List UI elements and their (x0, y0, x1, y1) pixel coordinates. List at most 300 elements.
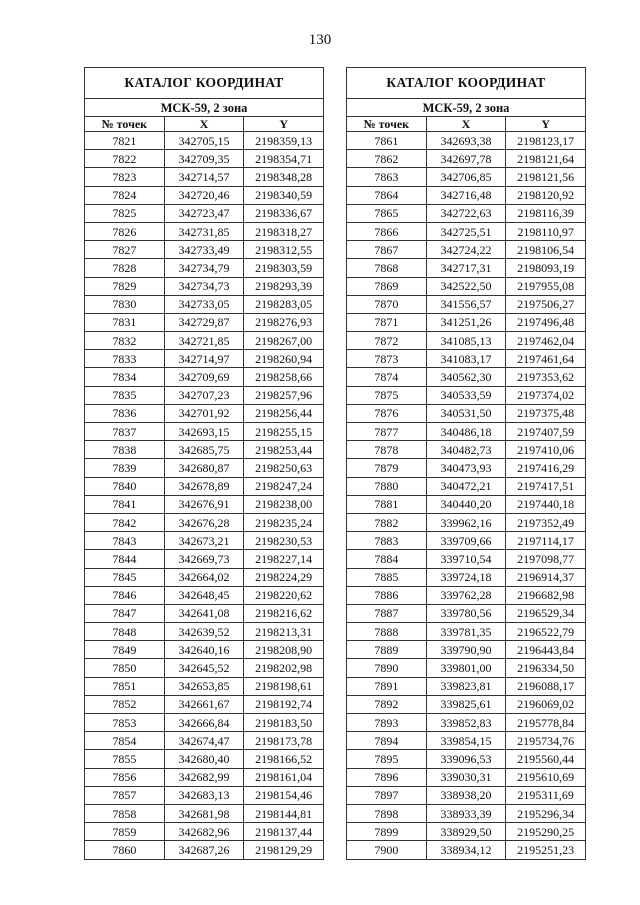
point-number-cell: 7844 (85, 550, 165, 568)
x-coordinate-cell: 342680,40 (164, 750, 244, 768)
coordinate-catalog-table-left (84, 67, 324, 860)
x-coordinate-cell: 340473,93 (426, 459, 506, 477)
table-row (347, 332, 586, 350)
table-row (347, 441, 586, 459)
y-coordinate-cell: 2198202,98 (244, 659, 324, 677)
point-number-cell: 7880 (347, 477, 427, 495)
table-row (347, 768, 586, 786)
point-number-cell: 7852 (85, 695, 165, 713)
point-number-cell: 7854 (85, 732, 165, 750)
y-coordinate-cell: 2198224,29 (244, 568, 324, 586)
table-row (85, 168, 324, 186)
point-number-cell: 7871 (347, 313, 427, 331)
y-coordinate-cell: 2198340,59 (244, 186, 324, 204)
y-coordinate-cell: 2198123,17 (506, 132, 586, 150)
y-coordinate-cell: 2197353,62 (506, 368, 586, 386)
y-coordinate-cell: 2196088,17 (506, 677, 586, 695)
point-number-cell: 7851 (85, 677, 165, 695)
point-number-cell: 7875 (347, 386, 427, 404)
column-header-x: X (164, 117, 244, 132)
y-coordinate-cell: 2198154,46 (244, 786, 324, 804)
table-row (85, 441, 324, 459)
y-coordinate-cell: 2198354,71 (244, 150, 324, 168)
point-number-cell: 7888 (347, 623, 427, 641)
point-number-cell: 7827 (85, 241, 165, 259)
y-coordinate-cell: 2195778,84 (506, 714, 586, 732)
point-number-cell: 7864 (347, 186, 427, 204)
y-coordinate-cell: 2198121,56 (506, 168, 586, 186)
x-coordinate-cell: 342706,85 (426, 168, 506, 186)
column-header-point-number: № точек (85, 117, 165, 132)
table-row (85, 623, 324, 641)
point-number-cell: 7834 (85, 368, 165, 386)
point-number-cell: 7861 (347, 132, 427, 150)
y-coordinate-cell: 2198260,94 (244, 350, 324, 368)
y-coordinate-cell: 2198183,50 (244, 714, 324, 732)
y-coordinate-cell: 2198161,04 (244, 768, 324, 786)
column-header-y: Y (506, 117, 586, 132)
x-coordinate-cell: 342681,98 (164, 804, 244, 822)
y-coordinate-cell: 2198208,90 (244, 641, 324, 659)
point-number-cell: 7825 (85, 204, 165, 222)
point-number-cell: 7846 (85, 586, 165, 604)
point-number-cell: 7893 (347, 714, 427, 732)
x-coordinate-cell: 340440,20 (426, 495, 506, 513)
y-coordinate-cell: 2198303,59 (244, 259, 324, 277)
x-coordinate-cell: 342680,87 (164, 459, 244, 477)
x-coordinate-cell: 342678,89 (164, 477, 244, 495)
point-number-cell: 7900 (347, 841, 427, 859)
x-coordinate-cell: 342697,78 (426, 150, 506, 168)
x-coordinate-cell: 342714,57 (164, 168, 244, 186)
table-row (347, 150, 586, 168)
x-coordinate-cell: 342733,49 (164, 241, 244, 259)
x-coordinate-cell: 338938,20 (426, 786, 506, 804)
y-coordinate-cell: 2195734,76 (506, 732, 586, 750)
table-row (85, 332, 324, 350)
x-coordinate-cell: 342676,91 (164, 495, 244, 513)
y-coordinate-cell: 2198213,31 (244, 623, 324, 641)
x-coordinate-cell: 340472,21 (426, 477, 506, 495)
table-row (347, 623, 586, 641)
table-row (347, 695, 586, 713)
point-number-cell: 7822 (85, 150, 165, 168)
x-coordinate-cell: 339781,35 (426, 623, 506, 641)
table-row (347, 186, 586, 204)
point-number-cell: 7850 (85, 659, 165, 677)
table-row (85, 386, 324, 404)
x-coordinate-cell: 340482,73 (426, 441, 506, 459)
y-coordinate-cell: 2198129,29 (244, 841, 324, 859)
table-row (85, 495, 324, 513)
point-number-cell: 7882 (347, 513, 427, 531)
table-row (347, 604, 586, 622)
point-number-cell: 7855 (85, 750, 165, 768)
table-row (85, 732, 324, 750)
table-body (85, 132, 324, 860)
point-number-cell: 7845 (85, 568, 165, 586)
table-row (85, 259, 324, 277)
point-number-cell: 7891 (347, 677, 427, 695)
table-row (347, 386, 586, 404)
x-coordinate-cell: 342723,47 (164, 204, 244, 222)
y-coordinate-cell: 2198276,93 (244, 313, 324, 331)
x-coordinate-cell: 339096,53 (426, 750, 506, 768)
y-coordinate-cell: 2198257,96 (244, 386, 324, 404)
y-coordinate-cell: 2197410,06 (506, 441, 586, 459)
table-row (347, 550, 586, 568)
y-coordinate-cell: 2195560,44 (506, 750, 586, 768)
point-number-cell: 7868 (347, 259, 427, 277)
table-row (85, 695, 324, 713)
point-number-cell: 7859 (85, 823, 165, 841)
y-coordinate-cell: 2197461,64 (506, 350, 586, 368)
point-number-cell: 7884 (347, 550, 427, 568)
point-number-cell: 7869 (347, 277, 427, 295)
x-coordinate-cell: 340562,30 (426, 368, 506, 386)
point-number-cell: 7898 (347, 804, 427, 822)
y-coordinate-cell: 2197955,08 (506, 277, 586, 295)
x-coordinate-cell: 340533,59 (426, 386, 506, 404)
y-coordinate-cell: 2198235,24 (244, 513, 324, 531)
x-coordinate-cell: 342641,08 (164, 604, 244, 622)
x-coordinate-cell: 340531,50 (426, 404, 506, 422)
table-row (347, 804, 586, 822)
x-coordinate-cell: 339030,31 (426, 768, 506, 786)
table-row (85, 150, 324, 168)
point-number-cell: 7883 (347, 532, 427, 550)
coordinate-system-label: МСК-59, 2 зона (347, 99, 586, 117)
x-coordinate-cell: 339724,18 (426, 568, 506, 586)
y-coordinate-cell: 2198120,92 (506, 186, 586, 204)
point-number-cell: 7821 (85, 132, 165, 150)
point-number-cell: 7879 (347, 459, 427, 477)
table-row (347, 459, 586, 477)
x-coordinate-cell: 342653,85 (164, 677, 244, 695)
y-coordinate-cell: 2198137,44 (244, 823, 324, 841)
x-coordinate-cell: 339801,00 (426, 659, 506, 677)
y-coordinate-cell: 2198106,54 (506, 241, 586, 259)
point-number-cell: 7872 (347, 332, 427, 350)
table-row (347, 677, 586, 695)
y-coordinate-cell: 2198247,24 (244, 477, 324, 495)
x-coordinate-cell: 342669,73 (164, 550, 244, 568)
x-coordinate-cell: 342639,52 (164, 623, 244, 641)
table-body (347, 132, 586, 860)
point-number-cell: 7847 (85, 604, 165, 622)
x-coordinate-cell: 339852,83 (426, 714, 506, 732)
y-coordinate-cell: 2198216,62 (244, 604, 324, 622)
table-row (85, 532, 324, 550)
point-number-cell: 7840 (85, 477, 165, 495)
x-coordinate-cell: 339780,56 (426, 604, 506, 622)
table-row (85, 404, 324, 422)
y-coordinate-cell: 2198312,55 (244, 241, 324, 259)
table-row (347, 786, 586, 804)
x-coordinate-cell: 342734,79 (164, 259, 244, 277)
x-coordinate-cell: 342673,21 (164, 532, 244, 550)
table-row (85, 768, 324, 786)
table-row (347, 259, 586, 277)
table-row (347, 132, 586, 150)
table-row (347, 477, 586, 495)
x-coordinate-cell: 339790,90 (426, 641, 506, 659)
point-number-cell: 7843 (85, 532, 165, 550)
table-row (347, 732, 586, 750)
x-coordinate-cell: 342709,35 (164, 150, 244, 168)
table-title: КАТАЛОГ КООРДИНАТ (347, 68, 586, 99)
point-number-cell: 7896 (347, 768, 427, 786)
point-number-cell: 7866 (347, 222, 427, 240)
point-number-cell: 7824 (85, 186, 165, 204)
y-coordinate-cell: 2198227,14 (244, 550, 324, 568)
table-row (85, 750, 324, 768)
x-coordinate-cell: 338934,12 (426, 841, 506, 859)
y-coordinate-cell: 2198336,67 (244, 204, 324, 222)
table-row (347, 277, 586, 295)
point-number-cell: 7841 (85, 495, 165, 513)
point-number-cell: 7877 (347, 423, 427, 441)
x-coordinate-cell: 342661,67 (164, 695, 244, 713)
x-coordinate-cell: 342666,84 (164, 714, 244, 732)
point-number-cell: 7830 (85, 295, 165, 313)
table-row (85, 513, 324, 531)
y-coordinate-cell: 2198318,27 (244, 222, 324, 240)
table-row (347, 241, 586, 259)
x-coordinate-cell: 339825,61 (426, 695, 506, 713)
x-coordinate-cell: 339762,28 (426, 586, 506, 604)
table-row (85, 677, 324, 695)
y-coordinate-cell: 2196069,02 (506, 695, 586, 713)
y-coordinate-cell: 2197375,48 (506, 404, 586, 422)
x-coordinate-cell: 342733,05 (164, 295, 244, 313)
table-row (85, 786, 324, 804)
point-number-cell: 7874 (347, 368, 427, 386)
y-coordinate-cell: 2198238,00 (244, 495, 324, 513)
x-coordinate-cell: 342701,92 (164, 404, 244, 422)
table-row (85, 277, 324, 295)
table-row (85, 350, 324, 368)
x-coordinate-cell: 342682,96 (164, 823, 244, 841)
y-coordinate-cell: 2198258,66 (244, 368, 324, 386)
table-row (85, 186, 324, 204)
x-coordinate-cell: 342717,31 (426, 259, 506, 277)
point-number-cell: 7860 (85, 841, 165, 859)
y-coordinate-cell: 2198230,53 (244, 532, 324, 550)
table-row (347, 750, 586, 768)
y-coordinate-cell: 2197374,02 (506, 386, 586, 404)
point-number-cell: 7890 (347, 659, 427, 677)
y-coordinate-cell: 2196682,98 (506, 586, 586, 604)
x-coordinate-cell: 342682,99 (164, 768, 244, 786)
x-coordinate-cell: 342676,28 (164, 513, 244, 531)
table-row (347, 513, 586, 531)
x-coordinate-cell: 342724,22 (426, 241, 506, 259)
y-coordinate-cell: 2198144,81 (244, 804, 324, 822)
point-number-cell: 7881 (347, 495, 427, 513)
y-coordinate-cell: 2198116,39 (506, 204, 586, 222)
y-coordinate-cell: 2198283,05 (244, 295, 324, 313)
table-row (347, 295, 586, 313)
y-coordinate-cell: 2195296,34 (506, 804, 586, 822)
point-number-cell: 7862 (347, 150, 427, 168)
y-coordinate-cell: 2197407,59 (506, 423, 586, 441)
x-coordinate-cell: 342648,45 (164, 586, 244, 604)
x-coordinate-cell: 342693,38 (426, 132, 506, 150)
y-coordinate-cell: 2198121,64 (506, 150, 586, 168)
point-number-cell: 7831 (85, 313, 165, 331)
x-coordinate-cell: 342725,51 (426, 222, 506, 240)
coordinate-catalog-table-right (346, 67, 586, 860)
x-coordinate-cell: 342664,02 (164, 568, 244, 586)
y-coordinate-cell: 2198255,15 (244, 423, 324, 441)
y-coordinate-cell: 2198256,44 (244, 404, 324, 422)
point-number-cell: 7899 (347, 823, 427, 841)
y-coordinate-cell: 2198253,44 (244, 441, 324, 459)
table-row (85, 132, 324, 150)
table-row (85, 586, 324, 604)
table-row (347, 368, 586, 386)
x-coordinate-cell: 342714,97 (164, 350, 244, 368)
point-number-cell: 7848 (85, 623, 165, 641)
table-row (347, 532, 586, 550)
point-number-cell: 7894 (347, 732, 427, 750)
point-number-cell: 7873 (347, 350, 427, 368)
x-coordinate-cell: 338929,50 (426, 823, 506, 841)
x-coordinate-cell: 339962,16 (426, 513, 506, 531)
point-number-cell: 7849 (85, 641, 165, 659)
point-number-cell: 7837 (85, 423, 165, 441)
column-header-y: Y (244, 117, 324, 132)
y-coordinate-cell: 2195251,23 (506, 841, 586, 859)
table-row (85, 641, 324, 659)
x-coordinate-cell: 342685,75 (164, 441, 244, 459)
point-number-cell: 7878 (347, 441, 427, 459)
point-number-cell: 7832 (85, 332, 165, 350)
point-number-cell: 7886 (347, 586, 427, 604)
point-number-cell: 7897 (347, 786, 427, 804)
table-row (85, 423, 324, 441)
table-row (347, 586, 586, 604)
table-row (85, 241, 324, 259)
x-coordinate-cell: 339854,15 (426, 732, 506, 750)
table-row (347, 222, 586, 240)
point-number-cell: 7842 (85, 513, 165, 531)
x-coordinate-cell: 342707,23 (164, 386, 244, 404)
point-number-cell: 7889 (347, 641, 427, 659)
y-coordinate-cell: 2197417,51 (506, 477, 586, 495)
table-row (347, 641, 586, 659)
x-coordinate-cell: 341085,13 (426, 332, 506, 350)
point-number-cell: 7876 (347, 404, 427, 422)
coordinate-system-label: МСК-59, 2 зона (85, 99, 324, 117)
x-coordinate-cell: 342674,47 (164, 732, 244, 750)
table-row (85, 841, 324, 859)
table-row (85, 222, 324, 240)
x-coordinate-cell: 342683,13 (164, 786, 244, 804)
table-row (85, 659, 324, 677)
table-row (347, 841, 586, 859)
y-coordinate-cell: 2197114,17 (506, 532, 586, 550)
y-coordinate-cell: 2196334,50 (506, 659, 586, 677)
x-coordinate-cell: 342716,48 (426, 186, 506, 204)
y-coordinate-cell: 2196522,79 (506, 623, 586, 641)
x-coordinate-cell: 342720,46 (164, 186, 244, 204)
x-coordinate-cell: 339823,81 (426, 677, 506, 695)
x-coordinate-cell: 342721,85 (164, 332, 244, 350)
table-row (347, 714, 586, 732)
table-row (85, 295, 324, 313)
x-coordinate-cell: 342709,69 (164, 368, 244, 386)
column-header-point-number: № точек (347, 117, 427, 132)
point-number-cell: 7828 (85, 259, 165, 277)
point-number-cell: 7835 (85, 386, 165, 404)
y-coordinate-cell: 2197496,48 (506, 313, 586, 331)
table-row (347, 313, 586, 331)
table-row (85, 368, 324, 386)
x-coordinate-cell: 342734,73 (164, 277, 244, 295)
x-coordinate-cell: 340486,18 (426, 423, 506, 441)
point-number-cell: 7870 (347, 295, 427, 313)
x-coordinate-cell: 339710,54 (426, 550, 506, 568)
point-number-cell: 7863 (347, 168, 427, 186)
x-coordinate-cell: 342705,15 (164, 132, 244, 150)
x-coordinate-cell: 341556,57 (426, 295, 506, 313)
table-row (347, 404, 586, 422)
table-row (347, 568, 586, 586)
point-number-cell: 7853 (85, 714, 165, 732)
y-coordinate-cell: 2197352,49 (506, 513, 586, 531)
point-number-cell: 7857 (85, 786, 165, 804)
table-row (347, 168, 586, 186)
x-coordinate-cell: 338933,39 (426, 804, 506, 822)
table-row (85, 477, 324, 495)
table-row (85, 459, 324, 477)
table-row (85, 313, 324, 331)
x-coordinate-cell: 342693,15 (164, 423, 244, 441)
y-coordinate-cell: 2196914,37 (506, 568, 586, 586)
x-coordinate-cell: 342645,52 (164, 659, 244, 677)
y-coordinate-cell: 2198250,63 (244, 459, 324, 477)
y-coordinate-cell: 2198359,13 (244, 132, 324, 150)
point-number-cell: 7858 (85, 804, 165, 822)
x-coordinate-cell: 342640,16 (164, 641, 244, 659)
point-number-cell: 7826 (85, 222, 165, 240)
table-row (85, 823, 324, 841)
y-coordinate-cell: 2195311,69 (506, 786, 586, 804)
x-coordinate-cell: 341251,26 (426, 313, 506, 331)
y-coordinate-cell: 2197506,27 (506, 295, 586, 313)
point-number-cell: 7856 (85, 768, 165, 786)
x-coordinate-cell: 342687,26 (164, 841, 244, 859)
table-row (85, 804, 324, 822)
point-number-cell: 7895 (347, 750, 427, 768)
table-row (347, 659, 586, 677)
y-coordinate-cell: 2197416,29 (506, 459, 586, 477)
y-coordinate-cell: 2198198,61 (244, 677, 324, 695)
table-row (85, 604, 324, 622)
y-coordinate-cell: 2196443,84 (506, 641, 586, 659)
point-number-cell: 7887 (347, 604, 427, 622)
y-coordinate-cell: 2196529,34 (506, 604, 586, 622)
x-coordinate-cell: 342729,87 (164, 313, 244, 331)
page-number: 130 (308, 32, 332, 48)
table-row (347, 495, 586, 513)
point-number-cell: 7839 (85, 459, 165, 477)
y-coordinate-cell: 2198166,52 (244, 750, 324, 768)
y-coordinate-cell: 2198220,62 (244, 586, 324, 604)
table-row (85, 204, 324, 222)
